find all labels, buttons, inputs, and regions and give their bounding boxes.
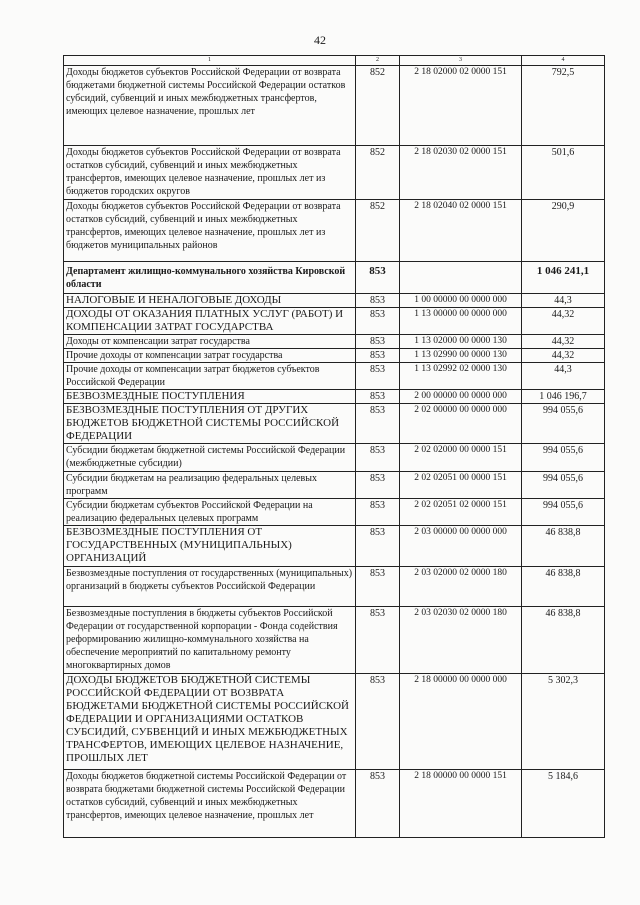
row-sum: 44,3 — [522, 363, 605, 390]
column-header-sum: 4 — [522, 56, 605, 66]
budget-revenue-table — [63, 55, 605, 838]
table-row — [64, 262, 605, 294]
row-name: БЕЗВОЗМЕЗДНЫЕ ПОСТУПЛЕНИЯ — [64, 390, 356, 404]
row-admin-code: 853 — [356, 607, 400, 674]
column-header-admin: 2 — [356, 56, 400, 66]
row-admin-code: 853 — [356, 363, 400, 390]
row-admin-code: 853 — [356, 674, 400, 770]
row-admin-code: 853 — [356, 294, 400, 308]
table-row — [64, 390, 605, 404]
row-budget-code: 2 18 00000 00 0000 151 — [400, 770, 522, 838]
row-sum: 994 055,6 — [522, 444, 605, 472]
row-name: Безвозмездные поступления в бюджеты субъектов Российской Федерации от государственной корпорации - Фонда содействия реформированию жилищно-коммунального хозяйства на обеспечение мероприятий по капитальному ремонту многоквартирных домов — [64, 607, 356, 674]
row-admin-code: 853 — [356, 308, 400, 335]
row-admin-code: 852 — [356, 146, 400, 200]
row-name: Доходы бюджетов субъектов Российской Федерации от возврата бюджетами бюджетной системы Российской Федерации остатков субсидий, субвенций и иных межбюджетных трансфертов, имеющих целевое назначение, прошлых лет — [64, 66, 356, 146]
row-budget-code: 2 00 00000 00 0000 000 — [400, 390, 522, 404]
table-row — [64, 294, 605, 308]
row-sum: 46 838,8 — [522, 567, 605, 607]
row-sum: 994 055,6 — [522, 472, 605, 499]
row-admin-code: 853 — [356, 335, 400, 349]
row-budget-code: 2 02 02000 00 0000 151 — [400, 444, 522, 472]
table-row — [64, 146, 605, 200]
row-admin-code: 853 — [356, 444, 400, 472]
row-sum: 5 184,6 — [522, 770, 605, 838]
table-row — [64, 444, 605, 472]
row-name: Безвозмездные поступления от государственных (муниципальных) организаций в бюджеты субъектов Российской Федерации — [64, 567, 356, 607]
table-row — [64, 770, 605, 838]
row-admin-code: 852 — [356, 200, 400, 262]
row-name: Прочие доходы от компенсации затрат бюджетов субъектов Российской Федерации — [64, 363, 356, 390]
column-header-row — [64, 56, 605, 66]
row-admin-code: 853 — [356, 526, 400, 567]
row-sum: 44,3 — [522, 294, 605, 308]
row-sum: 994 055,6 — [522, 499, 605, 526]
row-admin-code: 853 — [356, 472, 400, 499]
row-admin-code: 852 — [356, 66, 400, 146]
row-sum: 44,32 — [522, 349, 605, 363]
table-row — [64, 607, 605, 674]
row-admin-code: 853 — [356, 262, 400, 294]
table-row — [64, 526, 605, 567]
row-name: ДОХОДЫ ОТ ОКАЗАНИЯ ПЛАТНЫХ УСЛУГ (РАБОТ) И КОМПЕНСАЦИИ ЗАТРАТ ГОСУДАРСТВА — [64, 308, 356, 335]
row-budget-code: 2 18 00000 00 0000 000 — [400, 674, 522, 770]
row-admin-code: 853 — [356, 770, 400, 838]
table-row — [64, 499, 605, 526]
row-budget-code: 2 18 02030 02 0000 151 — [400, 146, 522, 200]
row-budget-code: 2 02 00000 00 0000 000 — [400, 404, 522, 444]
row-sum: 44,32 — [522, 335, 605, 349]
row-name: Департамент жилищно-коммунального хозяйства Кировской области — [64, 262, 356, 294]
row-name: Субсидии бюджетам на реализацию федеральных целевых программ — [64, 472, 356, 499]
row-budget-code: 2 18 02040 02 0000 151 — [400, 200, 522, 262]
row-sum: 792,5 — [522, 66, 605, 146]
row-admin-code: 853 — [356, 349, 400, 363]
row-budget-code: 1 13 02990 00 0000 130 — [400, 349, 522, 363]
row-budget-code — [400, 262, 522, 294]
row-budget-code: 1 00 00000 00 0000 000 — [400, 294, 522, 308]
row-sum: 46 838,8 — [522, 526, 605, 567]
row-budget-code: 2 18 02000 02 0000 151 — [400, 66, 522, 146]
row-budget-code: 2 02 02051 02 0000 151 — [400, 499, 522, 526]
row-sum: 46 838,8 — [522, 607, 605, 674]
row-name: ДОХОДЫ БЮДЖЕТОВ БЮДЖЕТНОЙ СИСТЕМЫ РОССИЙСКОЙ ФЕДЕРАЦИИ ОТ ВОЗВРАТА БЮДЖЕТАМИ БЮДЖЕТНОЙ СИСТЕМЫ РОССИЙСКОЙ ФЕДЕРАЦИИ И ОРГАНИЗАЦИЯМИ ОСТАТКОВ СУБСИДИЙ, СУБВЕНЦИЙ И ИНЫХ МЕЖБЮДЖЕТНЫХ ТРАНСФЕРТОВ, ИМЕЮЩИХ ЦЕЛЕВОЕ НАЗНАЧЕНИЕ, ПРОШЛЫХ ЛЕТ — [64, 674, 356, 770]
row-budget-code: 1 13 02000 00 0000 130 — [400, 335, 522, 349]
row-name: БЕЗВОЗМЕЗДНЫЕ ПОСТУПЛЕНИЯ ОТ ДРУГИХ БЮДЖЕТОВ БЮДЖЕТНОЙ СИСТЕМЫ РОССИЙСКОЙ ФЕДЕРАЦИИ — [64, 404, 356, 444]
row-admin-code: 853 — [356, 404, 400, 444]
row-budget-code: 2 03 00000 00 0000 000 — [400, 526, 522, 567]
row-budget-code: 2 02 02051 00 0000 151 — [400, 472, 522, 499]
column-header-code: 3 — [400, 56, 522, 66]
row-name: Субсидии бюджетам субъектов Российской Федерации на реализацию федеральных целевых программ — [64, 499, 356, 526]
row-budget-code: 2 03 02000 02 0000 180 — [400, 567, 522, 607]
table-row — [64, 674, 605, 770]
row-name: Доходы бюджетов бюджетной системы Российской Федерации от возврата бюджетами бюджетной системы Российской Федерации остатков субсидий, субвенций и иных межбюджетных трансфертов, имеющих целевое назначение, прошлых лет — [64, 770, 356, 838]
row-budget-code: 1 13 02992 02 0000 130 — [400, 363, 522, 390]
table-row — [64, 308, 605, 335]
row-sum: 1 046 196,7 — [522, 390, 605, 404]
page-number: 42 — [314, 33, 326, 47]
row-sum: 44,32 — [522, 308, 605, 335]
row-budget-code: 2 03 02030 02 0000 180 — [400, 607, 522, 674]
table-row — [64, 472, 605, 499]
row-name: Прочие доходы от компенсации затрат государства — [64, 349, 356, 363]
row-sum: 994 055,6 — [522, 404, 605, 444]
row-name: Субсидии бюджетам бюджетной системы Российской Федерации (межбюджетные субсидии) — [64, 444, 356, 472]
table-row — [64, 404, 605, 444]
row-sum: 501,6 — [522, 146, 605, 200]
table-row — [64, 363, 605, 390]
column-header-name: 1 — [64, 56, 356, 66]
row-name: Доходы от компенсации затрат государства — [64, 335, 356, 349]
row-name: Доходы бюджетов субъектов Российской Федерации от возврата остатков субсидий, субвенций и иных межбюджетных трансфертов, имеющих целевое назначение, прошлых лет из бюджетов муниципальных районов — [64, 200, 356, 262]
table-row — [64, 567, 605, 607]
row-budget-code: 1 13 00000 00 0000 000 — [400, 308, 522, 335]
table-row — [64, 349, 605, 363]
table-row — [64, 200, 605, 262]
row-sum: 5 302,3 — [522, 674, 605, 770]
table-row — [64, 335, 605, 349]
row-name: БЕЗВОЗМЕЗДНЫЕ ПОСТУПЛЕНИЯ ОТ ГОСУДАРСТВЕННЫХ (МУНИЦИПАЛЬНЫХ) ОРГАНИЗАЦИЙ — [64, 526, 356, 567]
row-name: НАЛОГОВЫЕ И НЕНАЛОГОВЫЕ ДОХОДЫ — [64, 294, 356, 308]
row-name: Доходы бюджетов субъектов Российской Федерации от возврата остатков субсидий, субвенций и иных межбюджетных трансфертов, имеющих целевое назначение, прошлых лет из бюджетов городских округов — [64, 146, 356, 200]
row-admin-code: 853 — [356, 390, 400, 404]
table-row — [64, 66, 605, 146]
row-sum: 1 046 241,1 — [522, 262, 605, 294]
row-sum: 290,9 — [522, 200, 605, 262]
row-admin-code: 853 — [356, 499, 400, 526]
row-admin-code: 853 — [356, 567, 400, 607]
